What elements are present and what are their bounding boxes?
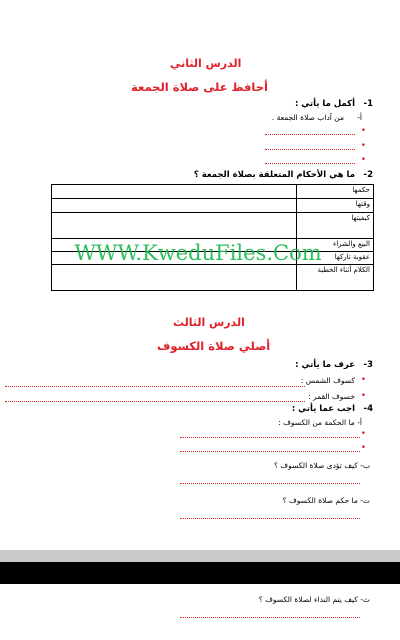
table-row (52, 185, 374, 199)
table-row (52, 199, 374, 213)
q3-item-1: كسوف الشمس : (300, 376, 355, 385)
q1-text: أكمل ما يأتي : (294, 99, 355, 109)
q4d-answer-line[interactable] (180, 617, 360, 618)
q4a-answer-line-2[interactable] (180, 451, 360, 452)
q1-answer-line-2[interactable] (265, 149, 355, 150)
q1-number: 1- (363, 99, 373, 109)
next-page (0, 584, 400, 640)
q4-part-a: أ- ما الحكمة من الكسوف : (278, 418, 362, 427)
q4-part-c: ت- ما حكم صلاة الكسوف ؟ (282, 496, 370, 505)
row-label: عقوبة تاركها (297, 252, 374, 265)
row-label: الكلام أثناء الخطبة (297, 265, 374, 291)
q4a-answer-line-1[interactable] (180, 437, 360, 438)
q4-text: اجب عما يأتي : (291, 404, 355, 414)
table-row (52, 265, 374, 291)
row-answer-cell[interactable] (52, 213, 297, 239)
q4-number: 4- (363, 404, 373, 414)
q4-bullet-1: • (360, 429, 366, 439)
row-answer-cell[interactable] (52, 199, 297, 213)
row-label: كيفيتها (297, 213, 374, 239)
q2-text: ما هي الأحكام المتعلقة بصلاة الجمعة ؟ (193, 170, 355, 180)
q4-part-d: ث- كيف يتم النداء لصلاة الكسوف ؟ (258, 595, 370, 604)
row-label: حكمها (297, 185, 374, 199)
row-label: وقتها (297, 199, 374, 213)
row-label: البيع والشراء (297, 239, 374, 252)
q1-bullet-2: • (360, 141, 366, 151)
q4-part-b: ب- كيف تؤدى صلاة الكسوف ؟ (273, 461, 370, 470)
page-separator (0, 550, 400, 562)
q1-sub-text: من آداب صلاة الجمعة . (271, 113, 344, 122)
row-answer-cell[interactable] (52, 185, 297, 199)
q1-answer-line-3[interactable] (265, 163, 355, 164)
q3-number: 3- (363, 360, 373, 370)
lesson2-title: الدرس الثاني (170, 57, 242, 70)
q4b-answer-line[interactable] (180, 483, 360, 484)
rulings-table (51, 184, 374, 291)
page-separator-dark (0, 562, 400, 584)
lesson3-subtitle: أصلي صلاة الكسوف (157, 339, 271, 353)
q1-bullet-3: • (360, 155, 366, 165)
q2-number: 2- (363, 170, 373, 180)
q3-answer-line-2[interactable] (5, 401, 305, 402)
row-answer-cell[interactable] (52, 265, 297, 291)
q1-bullet-1: • (360, 126, 366, 136)
q4-bullet-2: • (360, 443, 366, 453)
q3-bullet-1: • (360, 375, 366, 385)
q3-item-2: خسوف القمر : (308, 392, 355, 401)
q3-bullet-2: • (360, 391, 366, 401)
q3-answer-line-1[interactable] (5, 386, 305, 387)
q4c-answer-line[interactable] (180, 518, 360, 519)
lesson3-title: الدرس الثالث (173, 316, 245, 329)
lesson2-subtitle: أحافظ على صلاة الجمعة (131, 80, 268, 94)
q3-text: عرف ما يأتي : (295, 360, 355, 370)
q1-answer-line-1[interactable] (265, 134, 355, 135)
q1-sub-letter: أ- (357, 113, 362, 122)
watermark-text: WWW.KweduFiles.Com (74, 241, 322, 265)
table-row (52, 213, 374, 239)
